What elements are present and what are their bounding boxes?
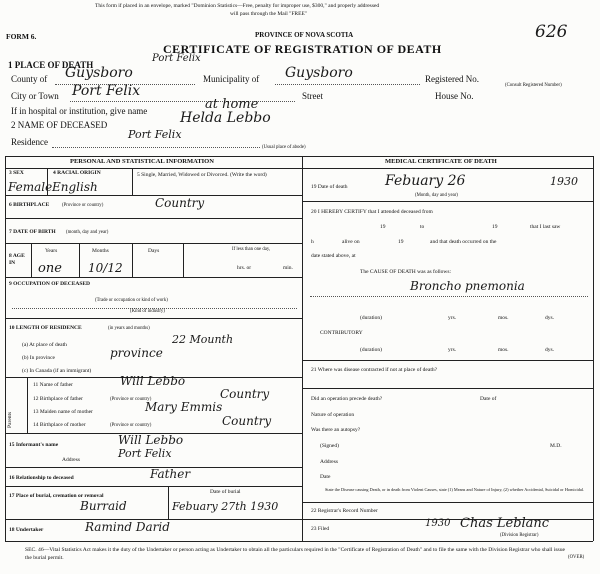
- father-birth-note: (Province or country): [110, 397, 152, 402]
- date-of-death-label: 19 Date of death: [311, 184, 348, 190]
- residence-note: (Usual place of abode): [262, 145, 306, 150]
- dob-label: 7 DATE OF BIRTH: [9, 229, 56, 235]
- undertaker-label: 18 Undertaker: [9, 527, 44, 533]
- medical-footnote: State the Disease causing Death, or in death from Violent Causes, state (1) Means and Nature of Injury, (2) whether Accidental, Suicidal or Homicidal.: [325, 487, 585, 492]
- operation-date-label: Date of: [480, 396, 497, 402]
- date-of-death-value: Febuary 26: [385, 173, 466, 189]
- filed-value: 1930: [425, 518, 451, 529]
- page-title: CERTIFICATE OF REGISTRATION OF DEATH: [163, 42, 442, 56]
- division-note: (Division Registrar): [500, 533, 539, 538]
- date-of-death-note: (Month, day and year): [415, 193, 458, 198]
- top-notice-line1: This form if placed in an envelope, marked "Dominion Statistics—Free, penalty for improper use, $300," and properly addressed: [95, 3, 380, 9]
- trade-note: (Trade or occupation or kind of work): [95, 298, 168, 303]
- parents-label: Parents: [7, 411, 13, 428]
- rule: [302, 168, 593, 169]
- mother-birth-value: Country: [222, 414, 272, 428]
- sex-value: Female: [8, 180, 53, 194]
- dob-note: (month, day and year): [66, 230, 109, 235]
- cause-value: Broncho pnemonia: [410, 279, 525, 293]
- father-birth-label: 12 Birthplace of father: [33, 396, 83, 402]
- name-label: 2 NAME OF DECEASED: [11, 120, 108, 130]
- frame-right: [593, 156, 594, 541]
- in-province-label: (b) In province: [22, 355, 55, 361]
- street-label: Street: [302, 91, 323, 101]
- burial-value: Burraid: [80, 499, 127, 513]
- rule: [302, 360, 593, 361]
- top-notice-line2: will pass through the Mail "FREE": [230, 11, 308, 17]
- nature-label: Nature of operation: [311, 412, 355, 418]
- city-label: City or Town: [11, 91, 59, 101]
- father-birth-value: Country: [220, 387, 270, 401]
- registered-label: Registered No.: [425, 74, 479, 84]
- certify-h: h: [311, 239, 314, 245]
- marital-label: [137, 172, 297, 179]
- years-label: Years: [45, 248, 58, 254]
- birthplace-label: 6 BIRTHPLACE: [9, 202, 50, 208]
- at-place-label: (a) At place of death: [22, 342, 67, 348]
- rule: [310, 296, 588, 297]
- date-of-death-year: 1930: [550, 175, 578, 188]
- father-name-value: Will Lebbo: [120, 374, 186, 388]
- filed-label: 23 Filed: [311, 526, 330, 532]
- certify-label: 20 I HEREBY CERTIFY that I attended deceased from: [311, 209, 433, 215]
- cause-label: The CAUSE OF DEATH was as follows:: [360, 269, 452, 275]
- rule: [5, 243, 302, 244]
- rule: [5, 168, 302, 169]
- rule: [132, 168, 133, 195]
- hospital-label: If in hospital or institution, give name: [11, 106, 148, 116]
- mother-birth-note: (Province or country): [110, 423, 152, 428]
- hrs-label: hrs. or: [237, 265, 252, 271]
- in-province-value: province: [110, 346, 163, 360]
- rule: [47, 168, 48, 195]
- yrs-2: yrs.: [448, 347, 457, 353]
- medical-date-label: Date: [320, 474, 331, 480]
- place-of-death-value: Port Felix: [152, 53, 201, 64]
- right-section-title: MEDICAL CERTIFICATE OF DEATH: [385, 158, 497, 165]
- medical-address-label: Address: [320, 459, 339, 465]
- footer-text: SEC. 46—Vital Statistics Act makes it the duty of the Undertaker or person acting as Undertaker to obtain all the particulars required in the "Certificate of Registration of Death" and to file the same with the Division Registrar who shall issue the burial permit.: [25, 547, 566, 562]
- marital-text: 5 Single, Married, Widowed or Divorced.: [137, 172, 229, 178]
- municipality-label: Municipality of: [203, 74, 260, 84]
- province-label: PROVINCE OF NOVA SCOTIA: [255, 31, 354, 39]
- house-label: House No.: [435, 91, 474, 101]
- occupation-label: 9 OCCUPATION OF DECEASED: [9, 281, 91, 287]
- racial-label: 4 RACIAL ORIGIN: [53, 170, 101, 176]
- yrs-1: yrs.: [448, 315, 457, 321]
- burial-label: 17 Place of burial, cremation or removal: [9, 493, 104, 499]
- municipality-line: [275, 84, 420, 85]
- duration-2: (duration): [360, 347, 382, 353]
- months-label: Months: [92, 248, 109, 254]
- informant-label: 15 Informant's name: [9, 442, 59, 448]
- mos-1: mos.: [498, 315, 509, 321]
- alive-label: alive on: [342, 239, 360, 245]
- county-value: Guysboro: [65, 65, 133, 81]
- page-number: 626: [535, 22, 568, 42]
- residence-value: Port Felix: [128, 128, 182, 141]
- date-stated: date stated above, at: [311, 253, 356, 259]
- alive-19: 19: [398, 239, 404, 245]
- rule: [5, 318, 302, 319]
- rule: [5, 277, 302, 278]
- certify-last-saw: that I last saw: [530, 224, 561, 230]
- father-name-label: 11 Name of father: [33, 382, 73, 388]
- rule: [5, 195, 302, 196]
- informant-value: Will Lebbo: [118, 433, 184, 447]
- mos-2: mos.: [498, 347, 509, 353]
- at-place-value: 22 Mounth: [172, 333, 234, 346]
- relationship-label: 16 Relationship to deceased: [9, 475, 74, 481]
- rule: [168, 486, 169, 519]
- rule: [5, 486, 302, 487]
- age-label: 8 AGE IN: [9, 253, 25, 267]
- informant-address-label: Address: [62, 457, 81, 463]
- years-value: one: [38, 261, 62, 276]
- filed-signature: Chas Leblanc: [460, 516, 550, 531]
- duration-1: (duration): [360, 315, 382, 321]
- lessday-label: If less than one day,: [232, 247, 271, 252]
- frame-center: [302, 156, 303, 541]
- rule: [302, 502, 593, 503]
- rule: [27, 377, 28, 433]
- mother-birth-label: 14 Birthplace of mother: [33, 422, 86, 428]
- contributory-label: CONTRIBUTORY: [320, 330, 363, 336]
- certify-to: to: [420, 224, 425, 230]
- birthplace-note: (Province or country): [62, 203, 104, 208]
- name-value: Helda Lebbo: [180, 110, 271, 126]
- in-canada-label: (c) In Canada (if an immigrant): [22, 368, 92, 374]
- marital-note: (Write the word): [230, 172, 267, 178]
- undertaker-value: Ramind Darid: [85, 520, 170, 534]
- months-value: 10/12: [88, 261, 123, 275]
- footer-over: (OVER): [568, 555, 585, 560]
- residence-length-note: (in years and months): [108, 326, 150, 331]
- rule: [5, 218, 302, 219]
- residence-line: [52, 147, 260, 148]
- county-label: County of: [11, 74, 48, 84]
- relationship-value: Father: [150, 467, 191, 481]
- frame-top: [5, 156, 593, 157]
- frame-left: [5, 156, 6, 541]
- form-label: FORM 6.: [6, 32, 37, 41]
- md-label: M.D.: [550, 443, 562, 449]
- registrar-label: 22 Registrar's Record Number: [311, 508, 378, 514]
- certify-19b: 19: [492, 224, 498, 230]
- mother-maiden-label: 13 Maiden name of mother: [33, 409, 93, 415]
- burial-date-label: Date of burial: [210, 489, 241, 495]
- days-label: Days: [148, 248, 160, 254]
- hospital-value: at home: [205, 97, 259, 112]
- frame-bottom: [5, 541, 593, 542]
- mother-maiden-value: Mary Emmis: [145, 400, 223, 414]
- death-occurred: and that death occurred on the: [430, 239, 497, 245]
- rule: [302, 201, 593, 202]
- sex-label: 3 SEX: [9, 170, 24, 176]
- dys-2: dys.: [545, 347, 555, 353]
- min-label: min.: [283, 265, 293, 271]
- rule: [302, 388, 593, 389]
- municipality-value: Guysboro: [285, 65, 353, 81]
- rule: [31, 243, 32, 277]
- city-line: [70, 101, 295, 102]
- birthplace-value: Country: [155, 196, 205, 210]
- rule: [79, 243, 80, 277]
- rule: [183, 243, 184, 277]
- burial-date-value: Febuary 27th 1930: [172, 500, 279, 513]
- informant-address-value: Port Felix: [118, 447, 172, 460]
- certify-19a: 19: [380, 224, 386, 230]
- rule: [132, 243, 133, 277]
- signed-label: (Signed): [320, 443, 339, 449]
- operation-label: Did an operation precede death?: [311, 396, 383, 402]
- dys-1: dys.: [545, 315, 555, 321]
- residence-label: Residence: [11, 137, 48, 147]
- autopsy-label: Was there an autopsy?: [311, 427, 361, 433]
- residence-length-label: 10 LENGTH OF RESIDENCE: [9, 325, 82, 331]
- place-of-death-label: 1 PLACE OF DEATH: [8, 60, 94, 70]
- registered-note: (Consult Registered Number): [505, 83, 562, 88]
- left-section-title: PERSONAL AND STATISTICAL INFORMATION: [70, 158, 214, 165]
- industry-note: (Kind of industry): [130, 309, 165, 314]
- racial-value: English: [52, 180, 98, 194]
- city-value: Port Felix: [72, 83, 141, 99]
- contracted-label: 21 Where was disease contracted if not at place of death?: [311, 367, 438, 373]
